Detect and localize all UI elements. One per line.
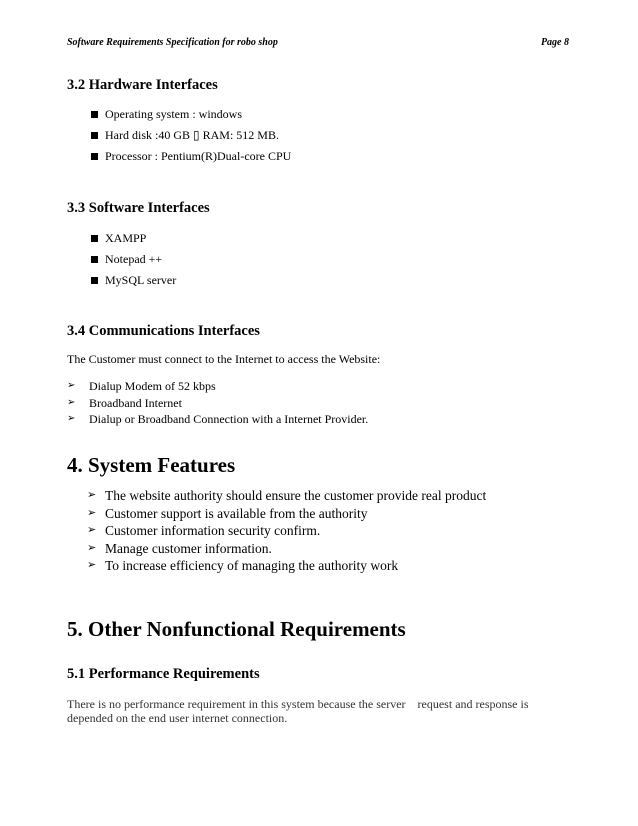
list-item: ➢ Manage customer information. [87,540,272,556]
square-bullet-icon [91,235,98,242]
list-item: Notepad ++ [91,249,176,270]
page-header [67,37,569,48]
arrow-bullet-icon: ➢ [87,559,97,571]
software-list [91,228,176,291]
list-item: ➢ Customer support is available from the authority [87,505,368,521]
list-item: ➢ The website authority should ensure the customer provide real product [87,488,487,503]
list-item: Operating system : windows [91,104,291,125]
list-item: Processor : Pentium(R)Dual-core CPU [91,146,291,167]
header-page-number: Page 8 [540,37,569,48]
communications-intro: The Customer must connect to the Internet to access the Website: [67,352,381,366]
arrow-bullet-icon: ➢ [87,541,97,554]
list-item: ➢ Broadband Internet [67,395,182,410]
performance-paragraph: There is no performance requirement in this system because the server request and response is depended on the end user internet connection. [67,697,532,725]
list-item: XAMPP [91,228,176,249]
list-item: ➢ Dialup or Broadband Connection with a Internet Provider. [67,412,369,426]
square-bullet-icon [91,256,98,263]
heading-system-features: 4. System Features [67,453,236,477]
heading-communications-interfaces: 3.4 Communications Interfaces [67,323,260,339]
arrow-bullet-icon: ➢ [67,413,76,424]
list-item: ➢ Dialup Modem of 52 kbps [67,379,216,393]
heading-other-nonfunctional-requirements: 5. Other Nonfunctional Requirements [67,617,406,641]
heading-software-interfaces: 3.3 Software Interfaces [67,200,210,216]
arrow-bullet-icon: ➢ [87,489,97,501]
heading-hardware-interfaces: 3.2 Hardware Interfaces [67,77,218,93]
list-item: ➢ To increase efficiency of managing the authority work [87,558,399,573]
list-item: MySQL server [91,270,176,291]
communications-list [67,378,368,428]
square-bullet-icon [91,111,98,118]
arrow-bullet-icon: ➢ [87,506,97,519]
system-features-list [87,487,487,575]
header-title: Software Requirements Specification for robo shop [67,37,278,48]
arrow-bullet-icon: ➢ [67,380,76,391]
square-bullet-icon [91,132,98,139]
arrow-bullet-icon: ➢ [87,524,97,536]
list-item: Hard disk :40 GB ▯ RAM: 512 MB. [91,125,291,146]
square-bullet-icon [91,153,98,160]
hardware-list [91,104,291,167]
heading-performance-requirements: 5.1 Performance Requirements [67,666,260,682]
arrow-bullet-icon: ➢ [67,396,76,408]
square-bullet-icon [91,277,98,284]
list-item: ➢ Customer information security confirm. [87,523,321,538]
